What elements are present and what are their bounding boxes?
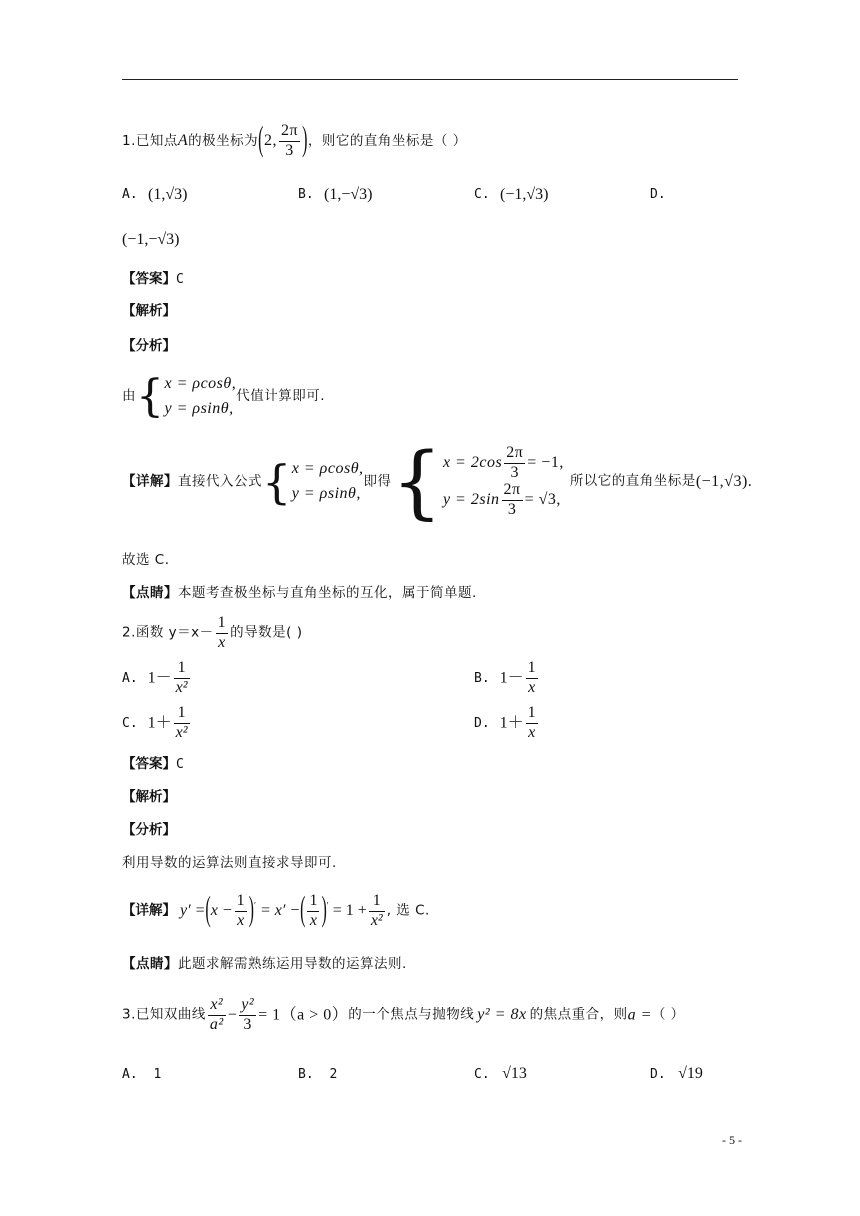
q1-fenxi-suffix: 代值计算即可. bbox=[236, 388, 326, 405]
q2-detail-paren1: (x − $\frac{1}{x}$ )′ bbox=[205, 891, 256, 929]
q3-option-d-value: √19 bbox=[678, 1065, 703, 1082]
q1-answer bbox=[122, 272, 184, 287]
q2-detail-f2-den: x bbox=[309, 911, 318, 929]
q1-stem bbox=[122, 123, 467, 160]
q3-f2-num: y² bbox=[239, 997, 256, 1016]
q2-detail-end: , 选 C. bbox=[386, 902, 430, 919]
q2-comment bbox=[122, 958, 407, 972]
q1-detail bbox=[122, 435, 753, 528]
q3-option-c bbox=[474, 1066, 527, 1082]
q2-analysis-tag: 【解析】 bbox=[122, 789, 176, 805]
q1-option-c: (−1,√3) bbox=[500, 186, 549, 203]
q3-stem-prefix: 3.已知双曲线 bbox=[122, 1006, 206, 1023]
q1-detail-eq1: x = ρcosθ, bbox=[291, 460, 364, 478]
q1-detail-sys2-num: 2π bbox=[502, 482, 523, 501]
q2-detail-eq: = 1 + bbox=[332, 902, 367, 920]
q1-detail-sys1-fraction bbox=[504, 445, 525, 482]
q2-option-a-num: 1 bbox=[174, 660, 190, 679]
q3-option-d bbox=[650, 1066, 703, 1082]
q1-option-b-label: B. bbox=[298, 187, 314, 202]
q2-option-a-label: A. bbox=[122, 670, 138, 686]
q1-detail-sys2-post: = √3, bbox=[524, 490, 561, 508]
q1-choose: 故选 C. bbox=[122, 552, 170, 568]
q2-detail-f1 bbox=[235, 893, 247, 930]
q2-detail-lhs: y′ = bbox=[180, 902, 206, 920]
q2-stem bbox=[122, 615, 302, 652]
q1-detail-sys-row2 bbox=[443, 482, 564, 519]
q2-option-d-pre: 1＋ bbox=[499, 714, 524, 732]
q1-detail-sys1-num: 2π bbox=[504, 445, 525, 464]
q1-detail-tag: 【详解】 bbox=[122, 473, 178, 490]
q2-detail-paren2: ( $\frac{1}{x}$ )′ bbox=[300, 891, 329, 929]
q3-parabola: y² = 8x bbox=[477, 1006, 527, 1024]
q1-detail-sys2-pre: y = 2sin bbox=[442, 490, 500, 508]
q3-option-b-label: B. bbox=[298, 1067, 314, 1082]
q2-option-a-pre: 1－ bbox=[147, 669, 172, 687]
page-number: - 5 - bbox=[722, 1133, 742, 1147]
q2-option-d-den: x bbox=[528, 723, 536, 741]
q2-comment-tag: 【点睛】 bbox=[122, 956, 178, 972]
q1-detail-text2: 即得 bbox=[363, 473, 392, 490]
q3-option-c-label: C. bbox=[474, 1067, 490, 1082]
left-brace: { bbox=[136, 370, 165, 422]
q1-comment bbox=[122, 587, 477, 601]
q1-option-c-label: C. bbox=[474, 187, 490, 202]
q1-answer-value: C bbox=[176, 272, 184, 287]
q3-f1-den: a² bbox=[209, 1015, 224, 1033]
q1-coord-den: 3 bbox=[285, 141, 294, 159]
q2-detail-f2-num: 1 bbox=[307, 893, 319, 912]
q1-option-b: (1,−√3) bbox=[324, 186, 373, 203]
q1-point: A bbox=[177, 131, 189, 149]
q1-detail-sys1-post: = −1, bbox=[527, 454, 564, 472]
q2-comment-text: 此题求解需熟练运用导数的运算法则. bbox=[178, 956, 407, 972]
q2-option-b-fraction bbox=[526, 660, 538, 697]
q3-ask: a = bbox=[627, 1006, 652, 1024]
q1-detail-sys-row1 bbox=[443, 445, 564, 482]
q2-detail-tag: 【详解】 bbox=[122, 902, 176, 919]
q2-option-a-den: x² bbox=[175, 678, 188, 696]
q2-option-c bbox=[122, 705, 192, 742]
q1-detail-sys1-den: 3 bbox=[510, 464, 519, 482]
q2-option-d-fraction bbox=[526, 705, 538, 742]
q1-option-d-label: D. bbox=[650, 187, 666, 202]
q1-detail-sys2-den: 3 bbox=[507, 500, 517, 518]
q2-option-b-label: B. bbox=[474, 670, 490, 686]
left-brace: { bbox=[391, 435, 443, 528]
q3-condition: （a > 0） bbox=[280, 1006, 349, 1024]
q1-detail-sys1-pre: x = 2cos bbox=[442, 454, 503, 472]
q2-fenxi: 利用导数的运算法则直接求导即可. bbox=[122, 855, 337, 871]
q2-answer-tag: 【答案】 bbox=[122, 756, 176, 772]
q2-stem-den: x bbox=[218, 633, 226, 651]
q2-stem-prefix: 2.函数 y＝x－ bbox=[122, 624, 214, 641]
q1-coord-num: 2π bbox=[279, 123, 300, 142]
q1-stem-suffix: ，则它的直角坐标是（ ） bbox=[307, 132, 467, 149]
q1-detail-result: (−1,√3). bbox=[695, 473, 753, 490]
q3-option-c-value: √13 bbox=[502, 1065, 527, 1082]
q2-stem-num: 1 bbox=[216, 615, 229, 634]
q3-minus: − bbox=[227, 1006, 238, 1024]
q3-stem-mid: 的一个焦点与抛物线 bbox=[348, 1006, 475, 1023]
q1-comment-text: 本题考查极坐标与直角坐标的互化，属于简单题. bbox=[178, 585, 477, 601]
q2-answer-value: C bbox=[176, 757, 184, 772]
q2-option-d bbox=[474, 705, 540, 742]
q1-fenxi-eq1: x = ρcosθ, bbox=[164, 375, 237, 392]
q3-f1-num: x² bbox=[208, 997, 226, 1016]
q1-detail-text3: 所以它的直角坐标是 bbox=[569, 473, 696, 490]
q2-answer bbox=[122, 757, 184, 772]
q3-eq: = 1 bbox=[258, 1006, 281, 1024]
q2-option-b-den: x bbox=[528, 678, 536, 696]
q3-option-a-value: 1 bbox=[153, 1067, 162, 1082]
q2-option-b bbox=[474, 660, 540, 697]
q2-option-a-fraction bbox=[174, 660, 190, 697]
q2-detail-f2 bbox=[307, 893, 319, 930]
q1-coord-fraction bbox=[279, 123, 300, 160]
left-brace: { bbox=[262, 455, 292, 509]
q2-option-c-fraction bbox=[174, 705, 190, 742]
q3-option-a bbox=[122, 1068, 161, 1081]
q1-option-a: (1,√3) bbox=[148, 186, 188, 203]
q3-option-b bbox=[298, 1068, 337, 1081]
q3-fraction1 bbox=[208, 997, 226, 1034]
q3-option-d-label: D. bbox=[650, 1067, 666, 1082]
q1-fenxi bbox=[122, 372, 325, 422]
q2-option-d-label: D. bbox=[474, 715, 490, 731]
q2-detail-f1-num: 1 bbox=[235, 893, 247, 912]
q3-paren: （ ） bbox=[651, 1006, 685, 1023]
q3-option-b-value: 2 bbox=[329, 1067, 338, 1082]
q1-detail-system1 bbox=[292, 457, 364, 507]
q2-detail-mid: = x′ − bbox=[259, 902, 301, 920]
q3-fraction2 bbox=[239, 997, 256, 1034]
q1-comment-tag: 【点睛】 bbox=[122, 585, 178, 601]
q2-detail-f1-den: x bbox=[237, 911, 245, 929]
q2-detail-a: x − bbox=[210, 901, 233, 919]
header-rule bbox=[122, 79, 738, 80]
q2-detail-f3-den: x² bbox=[370, 911, 383, 929]
q1-option-d: (−1,−√3) bbox=[122, 231, 180, 248]
q3-stem-suffix: 的焦点重合，则 bbox=[529, 1006, 628, 1023]
q3-f2-den: 3 bbox=[243, 1015, 252, 1033]
q2-option-c-den: x² bbox=[175, 723, 188, 741]
q1-fenxi-prefix: 由 bbox=[122, 388, 136, 405]
q1-fenxi-tag: 【分析】 bbox=[122, 338, 176, 354]
q1-detail-eq2: y = ρsinθ, bbox=[291, 485, 361, 502]
q2-detail bbox=[122, 893, 430, 930]
q1-detail-sys2-fraction bbox=[502, 482, 523, 519]
q2-stem-suffix: 的导数是( ) bbox=[230, 624, 303, 641]
q2-option-d-num: 1 bbox=[526, 705, 538, 724]
q2-stem-fraction bbox=[216, 615, 229, 652]
q3-stem bbox=[122, 997, 685, 1034]
q1-analysis-tag: 【解析】 bbox=[122, 303, 176, 319]
q1-detail-text1: 直接代入公式 bbox=[178, 473, 262, 490]
q1-fenxi-eq2: y = ρsinθ, bbox=[164, 399, 234, 417]
q2-option-b-pre: 1－ bbox=[499, 669, 524, 687]
q1-coordinate: (2, $\frac{2\pi}{3}$ ) bbox=[258, 121, 308, 159]
q2-option-c-num: 1 bbox=[174, 705, 190, 724]
q1-stem-mid: 的极坐标为 bbox=[188, 132, 259, 149]
q2-option-b-num: 1 bbox=[526, 660, 538, 679]
q2-option-c-label: C. bbox=[122, 715, 138, 731]
q1-option-a-label: A. bbox=[122, 187, 138, 202]
q1-coord-open: 2, bbox=[264, 131, 277, 149]
q1-fenxi-system bbox=[165, 372, 237, 422]
q2-detail-f3-num: 1 bbox=[369, 893, 385, 912]
q2-fenxi-tag: 【分析】 bbox=[122, 822, 176, 838]
q1-answer-tag: 【答案】 bbox=[122, 271, 176, 287]
q1-detail-system2 bbox=[443, 445, 564, 518]
q3-option-a-label: A. bbox=[122, 1067, 138, 1082]
q2-option-a bbox=[122, 660, 192, 697]
q1-stem-prefix: 1.已知点 bbox=[122, 132, 178, 149]
q2-detail-f3 bbox=[369, 893, 385, 930]
q2-option-c-pre: 1＋ bbox=[147, 714, 172, 732]
